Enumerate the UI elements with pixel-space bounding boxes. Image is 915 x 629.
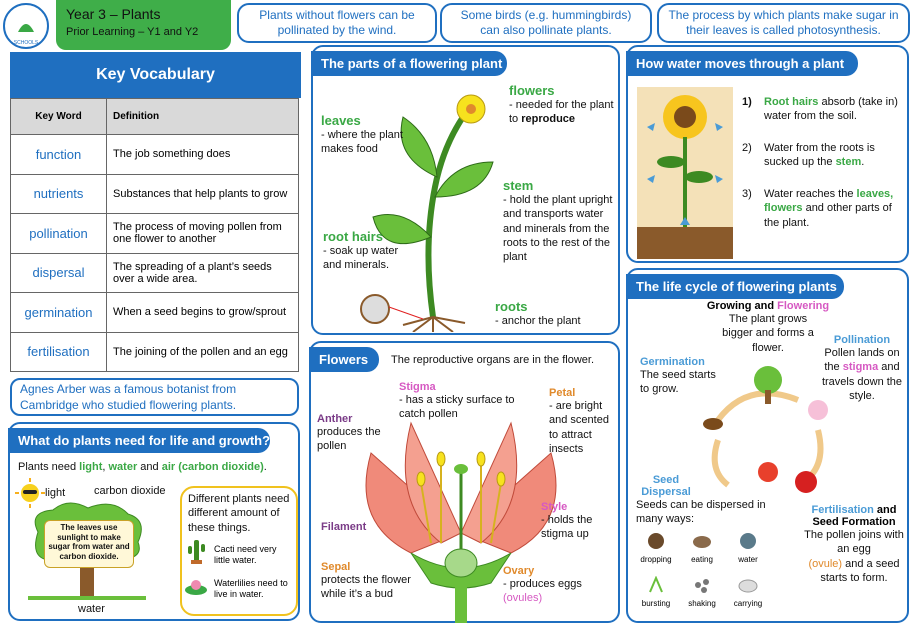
- school-logo: [2, 2, 50, 50]
- table-header: [11, 99, 299, 135]
- cactus-icon: [186, 538, 206, 569]
- stage-pollination: Pollination Pollen lands on the stigma and travels down the style.: [821, 334, 903, 402]
- dispersal-dropping: dropping: [636, 532, 676, 564]
- key-word: dispersal: [11, 253, 107, 293]
- label-light: light: [45, 487, 66, 499]
- dispersal-water: water: [728, 532, 768, 564]
- label-leaves: leaves - where the plant makes food: [321, 113, 403, 156]
- cacti-text: Cacti need very little water.: [214, 544, 277, 566]
- label-stigma: Stigma - has a sticky surface to catch pollen: [399, 381, 515, 421]
- definition: The process of moving pollen from one flower to another: [107, 214, 299, 254]
- definition: The job something does: [107, 135, 299, 175]
- plant-parts-title: The parts of a flowering plant: [311, 51, 507, 76]
- definition: Substances that help plants to grow: [107, 174, 299, 214]
- key-word: germination: [11, 293, 107, 333]
- stage-fertilisation: Fertilisation and Seed Formation The pollen joins with an egg (ovule) and a seed starts to form.: [804, 504, 904, 584]
- sunflower-illustration: [637, 87, 733, 259]
- label-carbon-dioxide: carbon dioxide: [94, 485, 166, 497]
- label-ovary: Ovary - produces eggs (ovules): [503, 565, 582, 605]
- dispersal-eating: eating: [682, 532, 722, 564]
- label-filament: Filament: [321, 521, 367, 533]
- water-panel: [626, 45, 909, 263]
- vocabulary-table: [10, 98, 299, 372]
- table-row: [11, 214, 299, 254]
- fact-wind: Plants without flowers can be pollinated by the wind.: [237, 3, 437, 43]
- stage-seed-dispersal: Seed Dispersal Seeds can be dispersed in many ways:: [636, 474, 766, 526]
- label-style: Style - holds the stigma up: [541, 501, 593, 541]
- table-row: [11, 135, 299, 175]
- fact-photosynthesis: The process by which plants make sugar in their leaves is called photosynthesis.: [657, 3, 910, 43]
- label-root-hairs: root hairs - soak up water and minerals.: [323, 229, 399, 272]
- waterlilies-text: Waterlilies need to live in water.: [214, 578, 288, 600]
- header-banner: [56, 0, 231, 50]
- vocabulary-title: Key Vocabulary: [10, 52, 301, 98]
- label-petal: Petal - are bright and scented to attract insects: [549, 387, 609, 455]
- water-step-2: 2) Water from the roots is sucked up the stem.: [742, 142, 875, 169]
- table-row: [11, 174, 299, 214]
- stage-germination: Germination The seed starts to grow.: [640, 356, 716, 396]
- flowers-title: Flowers: [309, 347, 379, 372]
- table-row: [11, 253, 299, 293]
- different-plants-box: [180, 486, 298, 616]
- plant-needs-intro: Plants need light, water and air (carbon dioxide).: [18, 461, 267, 473]
- key-word: fertilisation: [11, 332, 107, 372]
- plant-needs-title: What do plants need for life and growth?: [8, 428, 270, 453]
- dispersal-bursting: bursting: [636, 576, 676, 608]
- table-row: [11, 293, 299, 333]
- flowers-intro: The reproductive organs are in the flower.: [391, 354, 595, 366]
- vocabulary-section: [10, 52, 301, 372]
- dispersal-carrying: carrying: [728, 576, 768, 608]
- label-anther: Anther produces the pollen: [317, 413, 381, 453]
- plant-needs-panel: [8, 422, 300, 621]
- plant-parts-panel: [311, 45, 620, 335]
- key-word: function: [11, 135, 107, 175]
- definition: When a seed begins to grow/sprout: [107, 293, 299, 333]
- water-step-3: 3) Water reaches the leaves, flowers and other parts of the plant.: [742, 188, 894, 229]
- label-flowers: flowers - needed for the plant to reproduce: [509, 83, 614, 126]
- dispersal-shaking: shaking: [682, 576, 722, 608]
- col-key-word: Key Word: [11, 99, 107, 135]
- definition: The joining of the pollen and an egg: [107, 332, 299, 372]
- table-row: [11, 332, 299, 372]
- lifecycle-title: The life cycle of flowering plants: [626, 274, 844, 299]
- stage-growing: Growing and Flowering The plant grows bigger and forms a flower.: [706, 300, 830, 354]
- key-word: nutrients: [11, 174, 107, 214]
- label-roots: roots - anchor the plant: [495, 299, 581, 327]
- label-water: water: [78, 603, 105, 615]
- definition: The spreading of a plant’s seeds over a wide area.: [107, 253, 299, 293]
- page-subtitle: Prior Learning – Y1 and Y2: [66, 26, 199, 38]
- tree-text-box: The leaves use sunlight to make sugar from water and carbon dioxide.: [44, 520, 134, 568]
- label-stem: stem - hold the plant upright and transports water and minerals from the roots to the rest of the plant: [503, 178, 613, 264]
- label-sepal: Sepal protects the flower while it’s a bud: [321, 561, 411, 601]
- waterlily-icon: [184, 576, 208, 601]
- page-title: Year 3 – Plants: [66, 6, 161, 22]
- lifecycle-panel: [626, 268, 909, 623]
- col-definition: Definition: [107, 99, 299, 135]
- different-plants-text: Different plants need different amount of these things.: [188, 493, 290, 534]
- key-word: pollination: [11, 214, 107, 254]
- flowers-panel: [309, 341, 620, 623]
- water-step-1: 1) Root hairs absorb (take in) water from the soil.: [742, 96, 898, 123]
- dispersal-grid: [636, 532, 776, 618]
- botanist-fact: Agnes Arber was a famous botanist from Cambridge who studied flowering plants.: [10, 378, 299, 416]
- water-title: How water moves through a plant: [626, 51, 858, 76]
- fact-birds: Some birds (e.g. hummingbirds) can also pollinate plants.: [440, 3, 652, 43]
- svg-text:SCHOOLS: SCHOOLS: [13, 40, 39, 46]
